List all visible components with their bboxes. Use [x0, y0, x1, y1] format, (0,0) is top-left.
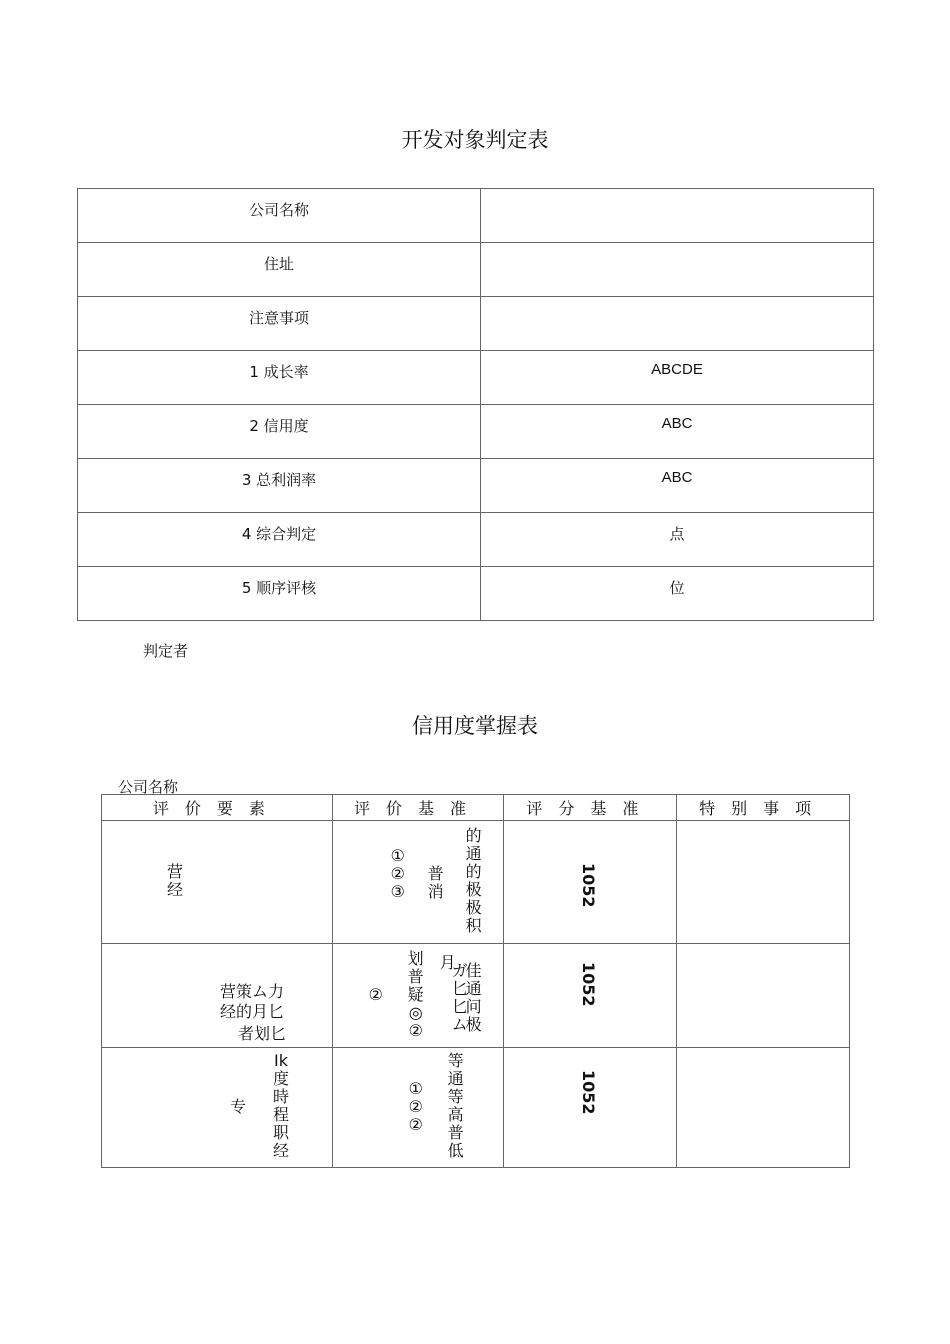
criteria-mark: ②	[368, 985, 383, 1004]
table-header-row	[102, 795, 850, 821]
element-text: 营	[166, 862, 183, 881]
row-label: 公司名称	[78, 189, 481, 243]
criteria-mark: ③	[390, 882, 405, 901]
table-row	[102, 1048, 850, 1168]
score-cell	[504, 944, 677, 1048]
element-text: 经的月匕	[220, 1002, 285, 1021]
evaluation-table	[77, 188, 874, 621]
row-value: ABC	[481, 459, 874, 513]
company-name-label: 公司名称	[118, 778, 179, 796]
section-title: 信用度掌握表	[412, 714, 538, 738]
row-label: 4 综合判定	[78, 513, 481, 567]
header-special: 特别事项	[677, 795, 850, 821]
element-text: 专	[229, 1097, 246, 1116]
criteria-text: 划普疑◎②	[407, 949, 424, 1040]
element-text: 经	[166, 880, 183, 899]
row-value: 点	[481, 513, 874, 567]
header-criteria: 评价基准	[332, 795, 504, 821]
criteria-text: 的通的极极积	[465, 826, 482, 935]
criteria-mark: ②	[408, 1097, 423, 1116]
table-row	[78, 567, 874, 621]
criteria-mark: ②	[408, 1115, 423, 1134]
score-cell	[504, 821, 677, 944]
header-element: 评价要素	[102, 795, 333, 821]
table-row	[102, 821, 850, 944]
criteria-cell	[332, 944, 504, 1048]
table-row	[102, 944, 850, 1048]
row-value	[481, 189, 874, 243]
row-label: 2 信用度	[78, 405, 481, 459]
table-row	[78, 189, 874, 243]
row-value	[481, 243, 874, 297]
element-cell	[102, 1048, 333, 1168]
row-label: 5 顺序评核	[78, 567, 481, 621]
criteria-text: ガ匕匕ム	[451, 961, 468, 1034]
table-row	[78, 297, 874, 351]
criteria-mark: ②	[390, 864, 405, 883]
element-text: Ik度時程职经	[272, 1051, 289, 1160]
header-score: 评分基准	[504, 795, 677, 821]
row-label: 3 总利润率	[78, 459, 481, 513]
criteria-mark: ①	[408, 1079, 423, 1098]
special-cell	[677, 944, 850, 1048]
element-text: 营策ム力	[220, 982, 285, 1001]
row-label: 住址	[78, 243, 481, 297]
criteria-text: 消	[427, 882, 444, 901]
score-value: 1052	[579, 962, 599, 1007]
criteria-mark: ①	[390, 846, 405, 865]
special-cell	[677, 821, 850, 944]
score-value: 1052	[579, 1070, 599, 1115]
judge-label: 判定者	[143, 642, 189, 660]
row-label: 注意事项	[78, 297, 481, 351]
table-row	[78, 405, 874, 459]
row-value: 位	[481, 567, 874, 621]
criteria-text: 佳通问极	[465, 961, 482, 1034]
row-value	[481, 297, 874, 351]
table-row	[78, 351, 874, 405]
score-cell	[504, 1048, 677, 1168]
criteria-text: 普	[427, 864, 444, 883]
table-row	[78, 459, 874, 513]
element-cell	[102, 821, 333, 944]
score-value: 1052	[579, 863, 599, 908]
criteria-text: 等通等高普低	[447, 1051, 464, 1160]
row-value: ABC	[481, 405, 874, 459]
criteria-text: 月	[439, 953, 456, 972]
table-row	[78, 243, 874, 297]
credit-table	[101, 794, 850, 1168]
element-text: 者划匕	[238, 1024, 287, 1043]
page-title: 开发对象判定表	[401, 128, 549, 152]
criteria-cell	[332, 1048, 504, 1168]
criteria-cell	[332, 821, 504, 944]
special-cell	[677, 1048, 850, 1168]
element-cell	[102, 944, 333, 1048]
row-value: ABCDE	[481, 351, 874, 405]
table-row	[78, 513, 874, 567]
row-label: 1 成长率	[78, 351, 481, 405]
